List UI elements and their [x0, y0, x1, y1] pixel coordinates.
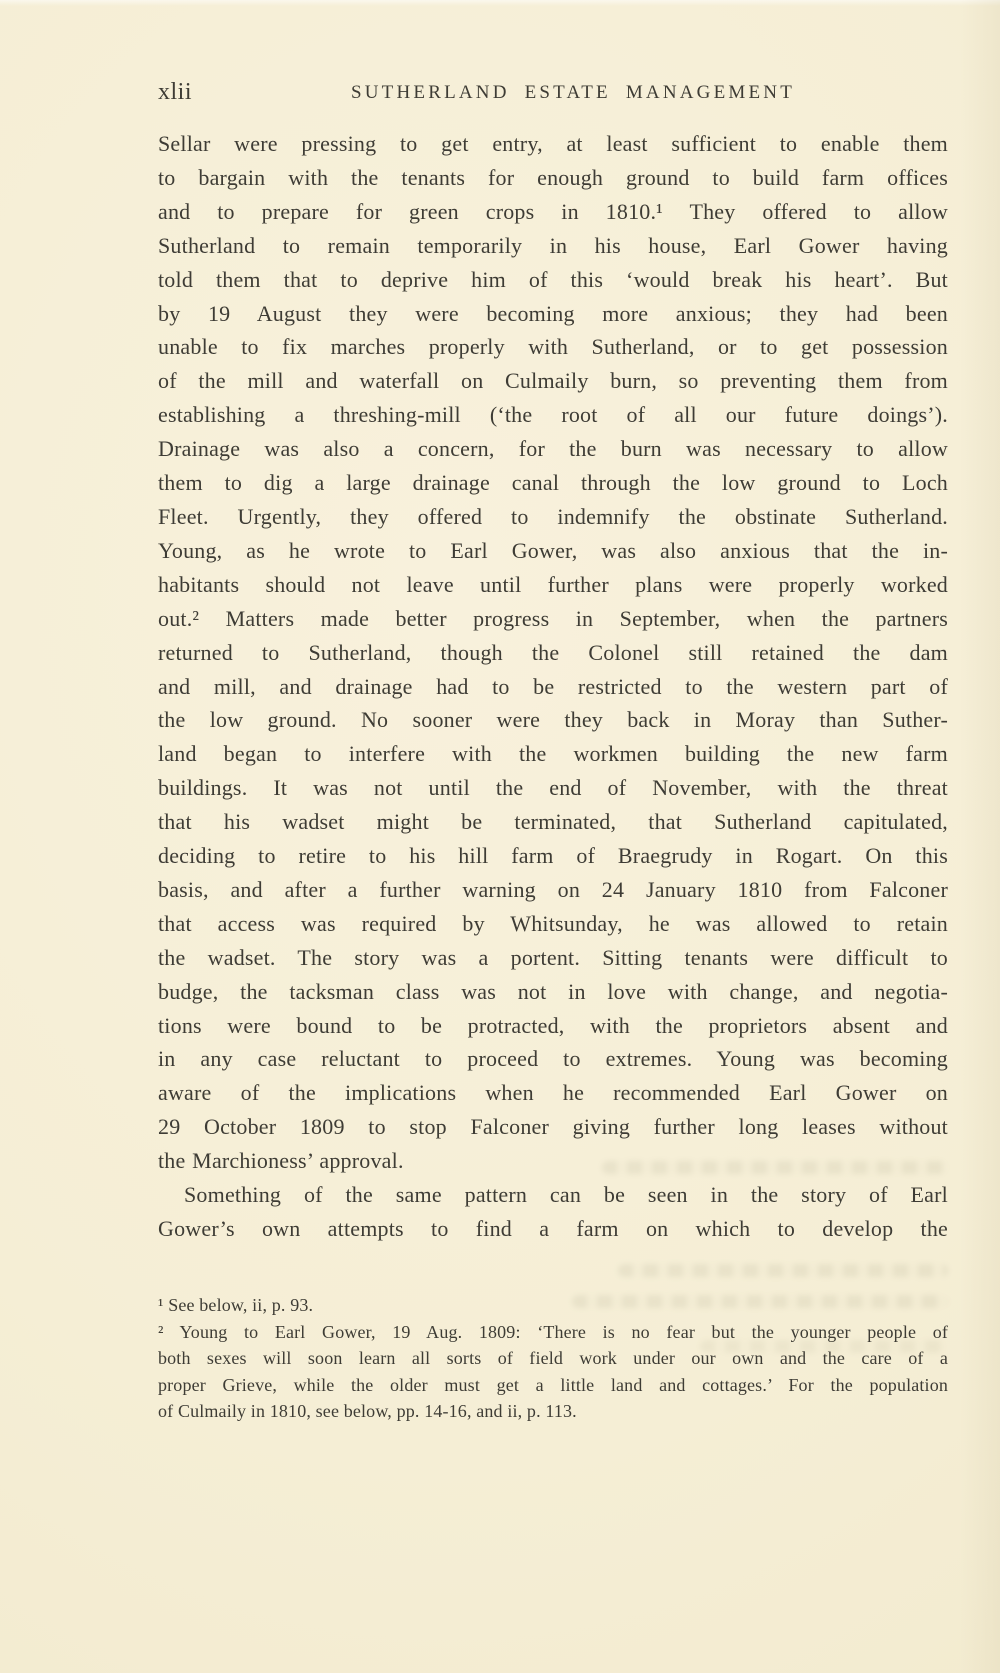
text-line: budge, the tacksman class was not in love with change, and negotia-	[158, 978, 948, 1004]
text-line: Sutherland to remain temporarily in his house, Earl Gower having	[158, 232, 948, 258]
paragraph-2	[158, 1178, 948, 1246]
text-line: Fleet. Urgently, they offered to indemnify the obstinate Sutherland.	[158, 503, 948, 529]
text-line: the wadset. The story was a portent. Sitting tenants were difficult to	[158, 944, 948, 970]
text-line: habitants should not leave until further plans were properly worked	[158, 571, 948, 597]
text-line: deciding to retire to his hill farm of Braegrudy in Rogart. On this	[158, 843, 948, 869]
text-line: told them that to deprive him of this ‘would break his heart’. But	[158, 266, 948, 292]
text-line: aware of the implications when he recommended Earl Gower on	[158, 1080, 948, 1106]
text-line: land began to interfere with the workmen building the new farm	[158, 741, 948, 767]
footnote-line: of Culmaily in 1810, see below, pp. 14-16, and ii, p. 113.	[158, 1401, 577, 1421]
text-line: that access was required by Whitsunday, he was allowed to retain	[158, 910, 948, 936]
text-line: and to prepare for green crops in 1810.¹ They offered to allow	[158, 198, 948, 224]
showthrough-ghost-text	[618, 1264, 948, 1277]
text-line: the Marchioness’ approval.	[158, 1148, 404, 1174]
running-title: SUTHERLAND ESTATE MANAGEMENT	[350, 82, 796, 103]
text-line: unable to fix marches properly with Sutherland, or to get possession	[158, 334, 948, 360]
text-line: Gower’s own attempts to find a farm on which to develop the	[158, 1216, 948, 1241]
text-line: the low ground. No sooner were they back in Moray than Suther-	[158, 707, 948, 733]
footnote-line: proper Grieve, while the older must get a little land and cottages.’ For the population	[158, 1374, 948, 1395]
running-head	[158, 79, 948, 109]
text-line: establishing a threshing-mill (‘the root of all our future doings’).	[158, 402, 948, 428]
paragraph-1	[158, 127, 948, 1178]
footnote-line: both sexes will soon learn all sorts of field work under our own and the care of a	[158, 1348, 948, 1368]
footnotes	[158, 1292, 948, 1425]
text-line: in any case reluctant to proceed to extremes. Young was becoming	[158, 1046, 948, 1072]
text-line: 29 October 1809 to stop Falconer giving further long leases without	[158, 1114, 948, 1140]
text-line: Something of the same pattern can be seen in the story of Earl	[184, 1182, 948, 1208]
footnote-1	[158, 1292, 948, 1319]
footnote-line: ² Young to Earl Gower, 19 Aug. 1809: ‘There is no fear but the younger people of	[158, 1321, 948, 1342]
text-line: buildings. It was not until the end of November, with the threat	[158, 775, 948, 801]
text-line: tions were bound to be protracted, with the proprietors absent and	[158, 1012, 948, 1038]
footnote-line: ¹ See below, ii, p. 93.	[158, 1295, 314, 1315]
text-line: basis, and after a further warning on 24 January 1810 from Falconer	[158, 876, 948, 902]
text-line: Sellar were pressing to get entry, at least sufficient to enable them	[158, 131, 948, 156]
text-line: them to dig a large drainage canal through the low ground to Loch	[158, 470, 948, 496]
page-number: xlii	[158, 79, 193, 105]
text-line: of the mill and waterfall on Culmaily burn, so preventing them from	[158, 368, 948, 394]
text-line: Young, as he wrote to Earl Gower, was also anxious that the in-	[158, 537, 948, 563]
text-line: to bargain with the tenants for enough ground to build farm offices	[158, 164, 948, 190]
text-line: out.² Matters made better progress in September, when the partners	[158, 605, 948, 631]
text-line: returned to Sutherland, though the Colonel still retained the dam	[158, 639, 948, 665]
text-line: by 19 August they were becoming more anxious; they had been	[158, 300, 948, 326]
text-line: that his wadset might be terminated, that Sutherland capitulated,	[158, 809, 948, 835]
footnote-2	[158, 1319, 948, 1425]
text-line: Drainage was also a concern, for the burn was necessary to allow	[158, 436, 948, 462]
text-line: and mill, and drainage had to be restricted to the western part of	[158, 673, 948, 699]
page-body	[158, 127, 948, 1246]
